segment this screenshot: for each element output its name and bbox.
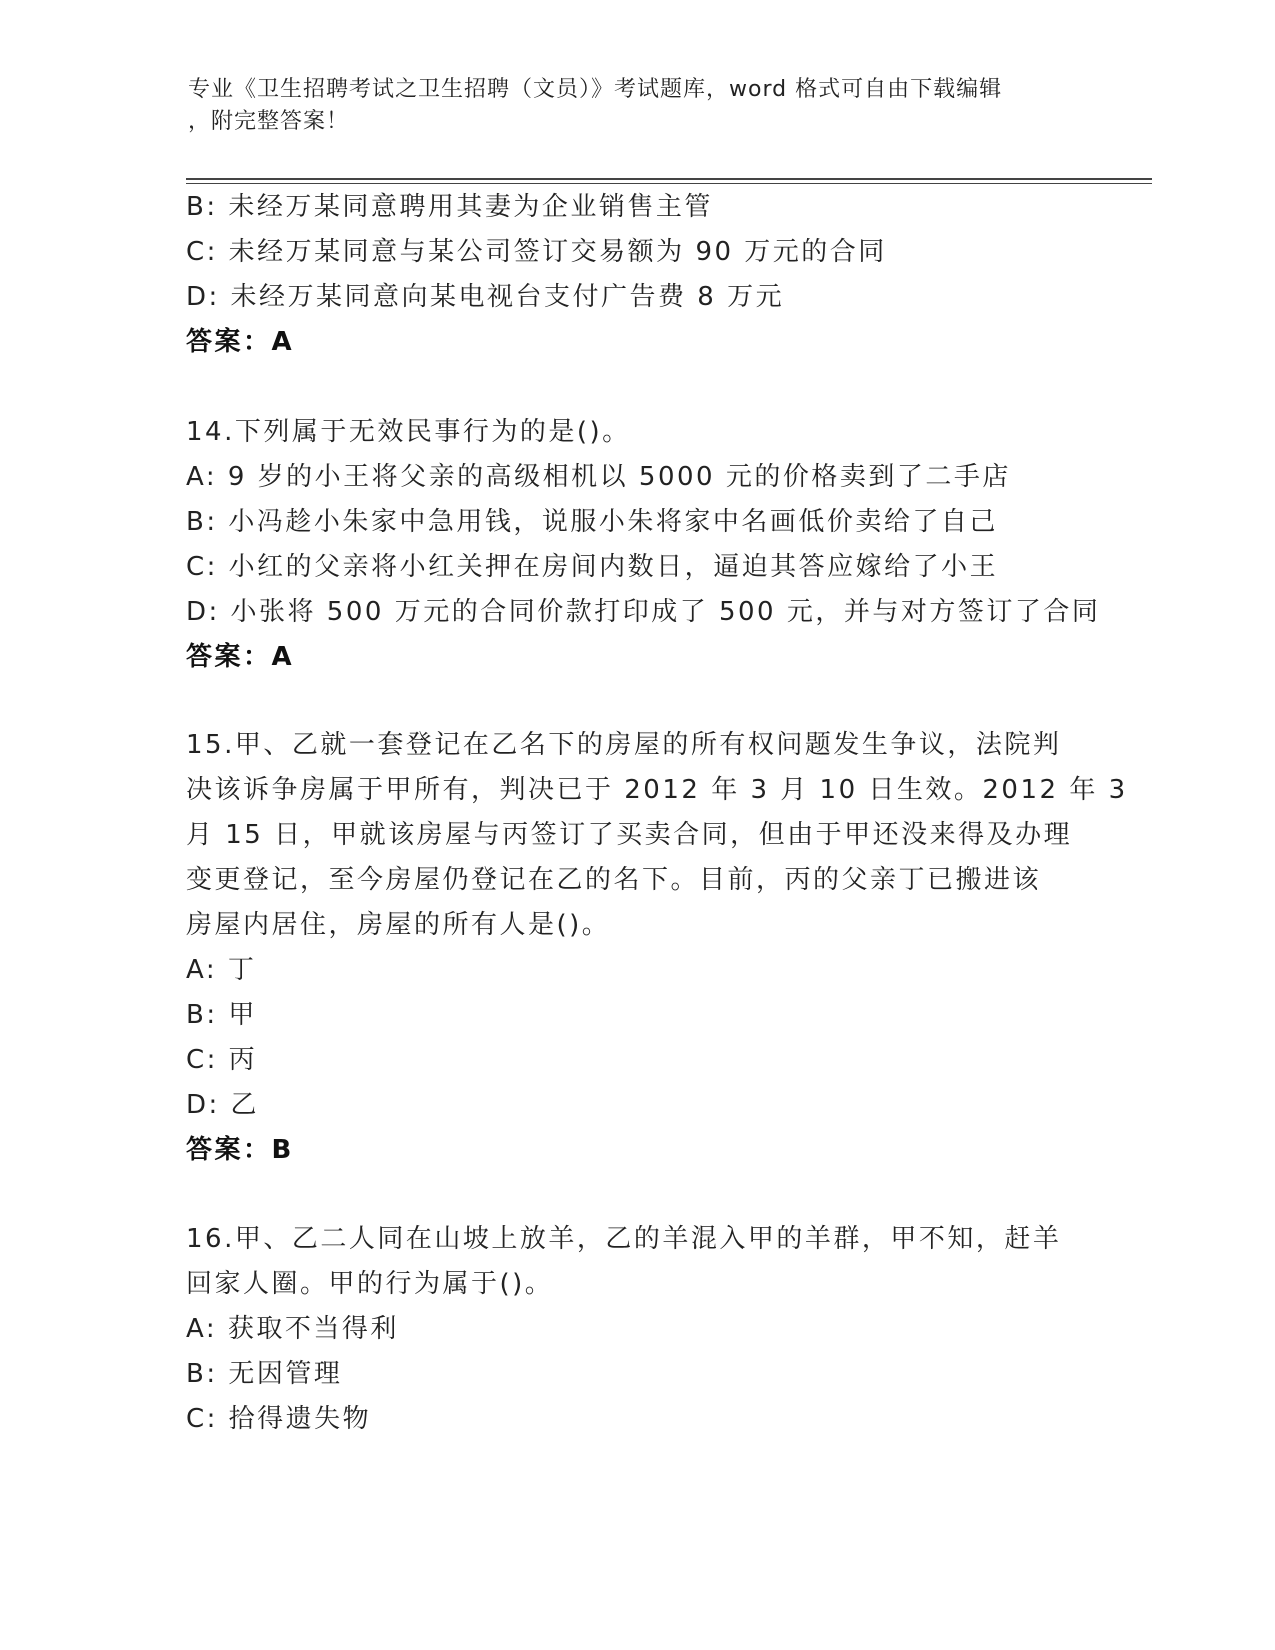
q16-option-c: C: 拾得遗失物 <box>186 1404 372 1434</box>
q16-option-b: B: 无因管理 <box>186 1359 343 1389</box>
header-divider-thin <box>186 183 1152 184</box>
q15-option-d: D: 乙 <box>186 1090 260 1120</box>
q14-option-b: B: 小冯趁小朱家中急用钱，说服小朱将家中名画低价卖给了自己 <box>186 507 998 537</box>
q13-answer: 答案：A <box>186 327 295 357</box>
q13-option-c: C: 未经万某同意与某公司签订交易额为 90 万元的合同 <box>186 237 887 267</box>
q14-option-a: A: 9 岁的小王将父亲的高级相机以 5000 元的价格卖到了二手店 <box>186 462 1011 492</box>
q15-question-line-1: 15.甲、乙就一套登记在乙名下的房屋的所有权问题发生争议，法院判 <box>186 730 1062 760</box>
q16-question-line-1: 16.甲、乙二人同在山坡上放羊，乙的羊混入甲的羊群，甲不知，赶羊 <box>186 1224 1062 1254</box>
header-divider-thick <box>186 178 1152 180</box>
q14-option-d: D: 小张将 500 万元的合同价款打印成了 500 元，并与对方签订了合同 <box>186 597 1101 627</box>
q15-question-line-4: 变更登记，至今房屋仍登记在乙的名下。目前，丙的父亲丁已搬进该 <box>186 865 1042 895</box>
q15-option-a: A: 丁 <box>186 955 257 985</box>
q13-option-d: D: 未经万某同意向某电视台支付广告费 8 万元 <box>186 282 785 312</box>
q14-question: 14.下列属于无效民事行为的是()。 <box>186 417 631 447</box>
q16-option-a: A: 获取不当得利 <box>186 1314 399 1344</box>
q15-question-line-5: 房屋内居住，房屋的所有人是()。 <box>186 910 611 940</box>
q15-question-line-3: 月 15 日，甲就该房屋与丙签订了买卖合同，但由于甲还没来得及办理 <box>186 820 1073 850</box>
q16-question-line-2: 回家人圈。甲的行为属于()。 <box>186 1269 554 1299</box>
q15-answer: 答案：B <box>186 1135 294 1165</box>
q15-option-b: B: 甲 <box>186 1000 257 1030</box>
q14-answer: 答案：A <box>186 642 295 672</box>
q15-option-c: C: 丙 <box>186 1045 258 1075</box>
q15-question-line-2: 决该诉争房属于甲所有，判决已于 2012 年 3 月 10 日生效。2012 年 3 <box>186 775 1128 805</box>
q14-option-c: C: 小红的父亲将小红关押在房间内数日，逼迫其答应嫁给了小王 <box>186 552 999 582</box>
header-line-1: 专业《卫生招聘考试之卫生招聘（文员）》考试题库，word 格式可自由下载编辑 <box>188 77 1003 102</box>
document-header <box>188 74 1088 138</box>
header-line-2: ，附完整答案！ <box>188 109 350 134</box>
q13-option-b: B: 未经万某同意聘用其妻为企业销售主管 <box>186 192 713 222</box>
